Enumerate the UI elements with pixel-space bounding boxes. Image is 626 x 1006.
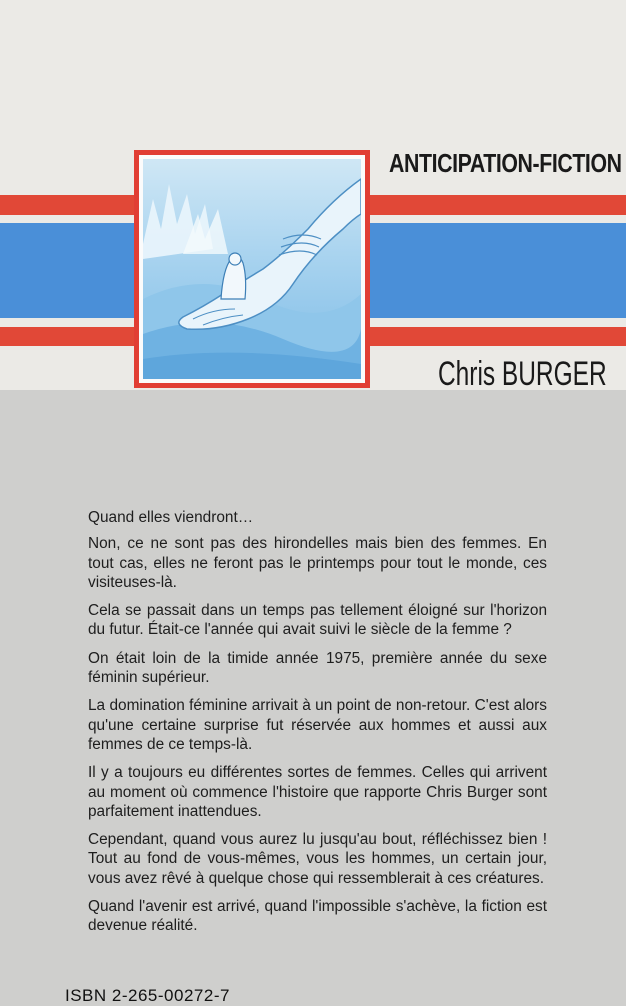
blurb-paragraph: La domination féminine arrivait à un point de non-retour. C'est alors qu'une certaine surprise fut réservée aux hommes et aussi aux femmes de ce temps-là. [88, 697, 547, 753]
back-cover-blurb [88, 508, 547, 945]
blurb-paragraph: Cela se passait dans un temps pas tellement éloigné sur l'horizon du futur. Était-ce l'année qui avait suivi le siècle de la femme ? [88, 602, 547, 639]
series-title: ANTICIPATION-FICTION [389, 148, 622, 178]
blurb-opening: Quand elles viendront… [88, 509, 254, 526]
isbn-number: ISBN 2-265-00272-7 [65, 986, 230, 1005]
author-name: Chris BURGER [438, 355, 607, 393]
blurb-paragraph: Non, ce ne sont pas des hirondelles mais bien des femmes. En tout cas, elles ne feront pas le printemps pour tout le monde, ces visiteuses-là. [88, 535, 547, 591]
blurb-paragraph: Quand l'avenir est arrivé, quand l'impossible s'achève, la fiction est devenue réalité. [88, 898, 547, 935]
blurb-paragraph: Il y a toujours eu différentes sortes de femmes. Celles qui arrivent au moment où commence l'histoire que rapporte Chris Burger sont parfaitement inattendues. [88, 764, 547, 820]
cover-illustration [143, 159, 361, 379]
blurb-paragraph: On était loin de la timide année 1975, première année du sexe féminin supérieur. [88, 649, 547, 687]
blurb-paragraph: Cependant, quand vous aurez lu jusqu'au bout, réfléchissez bien ! Tout au fond de vous-mêmes, vous les hommes, un certain jour, vous avez rêvé à quelque chose qui ressemblerait à ces créatures. [88, 831, 547, 887]
hand-figurine-illustration [143, 159, 361, 379]
cover-illustration-frame [134, 150, 370, 388]
